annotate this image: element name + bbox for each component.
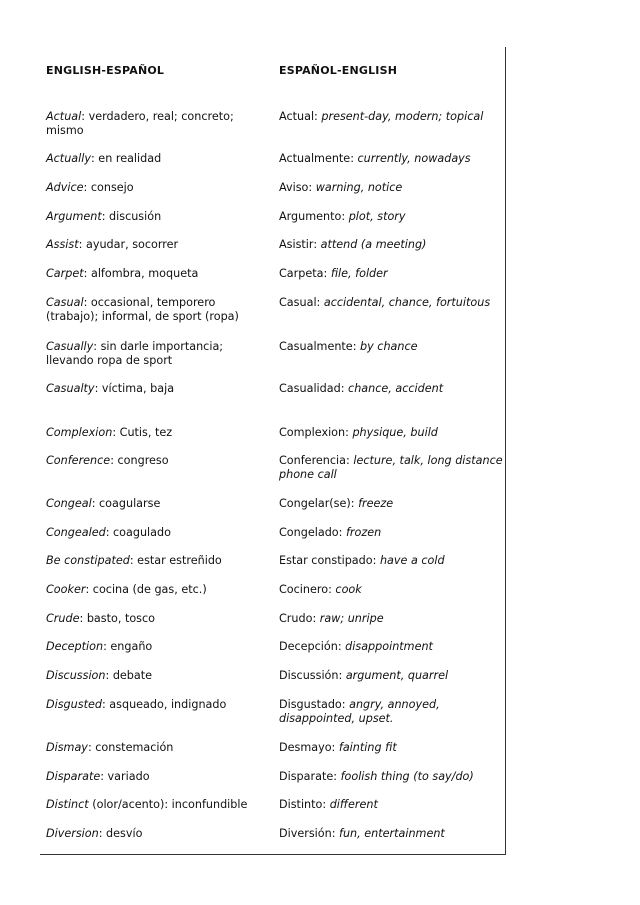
spanish-translation: : basto, tosco (79, 612, 156, 625)
english-word: Deception (46, 640, 104, 653)
english-entry (46, 152, 271, 166)
english-entry (46, 827, 271, 841)
english-entry (46, 526, 271, 540)
spanish-entry (279, 152, 504, 166)
english-entry (46, 669, 271, 683)
english-entry (46, 296, 271, 324)
spanish-entry (279, 110, 504, 124)
english-entry (46, 554, 271, 568)
english-translation: file, folder (330, 267, 388, 280)
spanish-entry (279, 770, 504, 784)
spanish-translation: : víctima, baja (94, 382, 175, 395)
english-entry (46, 267, 271, 281)
english-entry (46, 426, 271, 440)
spanish-entry (279, 612, 504, 626)
spanish-word: Congelar(se): (279, 497, 359, 510)
spanish-entry (279, 267, 504, 281)
english-word: Cooker (46, 583, 86, 596)
spanish-translation: : desvío (98, 827, 143, 840)
english-translation: fainting fit (338, 741, 397, 754)
english-entry (46, 382, 271, 396)
english-entry (46, 181, 271, 195)
english-word: Dismay (46, 741, 88, 754)
spanish-word: Argumento: (279, 210, 349, 223)
spanish-translation: : variado (100, 770, 150, 783)
spanish-word: Conferencia: (279, 454, 354, 467)
spanish-word: Aviso: (279, 181, 316, 194)
english-word: Crude (46, 612, 80, 625)
english-translation: raw; unripe (319, 612, 384, 625)
english-translation: warning, notice (315, 181, 403, 194)
english-entry (46, 583, 271, 597)
spanish-translation: : constemación (87, 741, 174, 754)
english-entry (46, 454, 271, 468)
spanish-translation: : en realidad (90, 152, 162, 165)
spanish-translation: : sin darle importancia; llevando ropa de sport (46, 340, 224, 367)
spanish-entry (279, 741, 504, 755)
spanish-word: Actual: (279, 110, 322, 123)
english-word: Be constipated (46, 554, 130, 567)
english-word: Complexion (46, 426, 113, 439)
english-entry (46, 741, 271, 755)
spanish-word: Diversión: (279, 827, 340, 840)
english-translation: foolish thing (to say/do) (340, 770, 474, 783)
english-translation: lecture, talk, long distance phone call (279, 454, 503, 481)
spanish-word: Asistir: (279, 238, 321, 251)
spanish-entry (279, 454, 504, 482)
spanish-entry (279, 798, 504, 812)
english-entry (46, 497, 271, 511)
spanish-translation: : asqueado, indignado (101, 698, 227, 711)
english-word: Actual (46, 110, 82, 123)
spanish-word: Desmayo: (279, 741, 339, 754)
spanish-entry (279, 426, 504, 440)
spanish-entry (279, 296, 504, 310)
english-translation: different (329, 798, 378, 811)
spanish-entry (279, 497, 504, 511)
spanish-word: Carpeta: (279, 267, 331, 280)
spanish-entry (279, 554, 504, 568)
vertical-rule (505, 47, 506, 855)
english-entry (46, 612, 271, 626)
english-word: Discussion (46, 669, 106, 682)
english-entry (46, 340, 271, 368)
spanish-entry (279, 669, 504, 683)
spanish-word: Casualmente: (279, 340, 361, 353)
english-translation: disappointment (345, 640, 433, 653)
english-word: Casually (46, 340, 94, 353)
english-entry (46, 770, 271, 784)
spanish-entry (279, 210, 504, 224)
header-english-espanol: ENGLISH-ESPAÑOL (46, 64, 165, 77)
english-translation: freeze (358, 497, 394, 510)
spanish-translation: : estar estreñido (129, 554, 222, 567)
spanish-word: Distinto: (279, 798, 330, 811)
english-translation: have a cold (379, 554, 445, 567)
english-translation: attend (a meeting) (320, 238, 427, 251)
spanish-translation: : engaño (103, 640, 153, 653)
english-word: Congealed (46, 526, 106, 539)
bottom-rule (40, 854, 506, 855)
spanish-word: Actualmente: (279, 152, 358, 165)
english-translation: by chance (360, 340, 418, 353)
spanish-entry (279, 827, 504, 841)
header-espanol-english: ESPAÑOL-ENGLISH (279, 64, 398, 77)
spanish-entry (279, 640, 504, 654)
english-translation: currently, nowadays (357, 152, 471, 165)
spanish-entry (279, 698, 504, 726)
english-word: Diversion (46, 827, 99, 840)
english-translation: argument, quarrel (345, 669, 449, 682)
spanish-word: Congelado: (279, 526, 346, 539)
english-word: Carpet (46, 267, 84, 280)
spanish-translation: : coagularse (91, 497, 161, 510)
spanish-word: Complexion: (279, 426, 353, 439)
spanish-translation: : occasional, temporero (trabajo); informal, de sport (ropa) (46, 296, 239, 323)
english-entry (46, 210, 271, 224)
english-entry (46, 798, 271, 812)
spanish-translation: : coagulado (105, 526, 171, 539)
english-word: Congeal (46, 497, 92, 510)
english-word: Distinct (46, 798, 89, 811)
english-translation: fun, entertainment (339, 827, 445, 840)
spanish-translation: : consejo (83, 181, 134, 194)
spanish-word: Decepción: (279, 640, 346, 653)
english-word: Casual (46, 296, 84, 309)
english-word: Disgusted (46, 698, 102, 711)
english-entry (46, 640, 271, 654)
spanish-translation: : congreso (110, 454, 169, 467)
spanish-translation: : cocina (de gas, etc.) (85, 583, 207, 596)
spanish-word: Crudo: (279, 612, 320, 625)
english-entry (46, 110, 271, 138)
spanish-translation: : alfombra, moqueta (83, 267, 199, 280)
english-word: Conference (46, 454, 111, 467)
english-translation: frozen (345, 526, 382, 539)
english-entry (46, 698, 271, 712)
english-word: Argument (46, 210, 102, 223)
spanish-entry (279, 583, 504, 597)
spanish-word: Casualidad: (279, 382, 349, 395)
english-word: Assist (46, 238, 79, 251)
spanish-word: Discussión: (279, 669, 346, 682)
english-translation: chance, accident (348, 382, 444, 395)
spanish-translation: : Cutis, tez (112, 426, 173, 439)
spanish-word: Disparate: (279, 770, 341, 783)
english-translation: plot, story (348, 210, 406, 223)
spanish-entry (279, 340, 504, 354)
english-word: Casualty (46, 382, 95, 395)
spanish-word: Casual: (279, 296, 324, 309)
english-entry (46, 238, 271, 252)
spanish-entry (279, 382, 504, 396)
english-word: Actually (46, 152, 91, 165)
english-translation: present-day, modern; topical (321, 110, 484, 123)
spanish-word: Estar constipado: (279, 554, 380, 567)
spanish-translation: : debate (105, 669, 153, 682)
english-translation: physique, build (352, 426, 438, 439)
english-word: Disparate (46, 770, 101, 783)
english-translation: cook (335, 583, 362, 596)
english-word: Advice (46, 181, 84, 194)
spanish-word: Cocinero: (279, 583, 336, 596)
spanish-translation: : discusión (101, 210, 162, 223)
spanish-entry (279, 526, 504, 540)
english-translation: angry, annoyed, disappointed, upset. (279, 698, 440, 725)
spanish-translation: (olor/acento): inconfundible (88, 798, 248, 811)
spanish-entry (279, 238, 504, 252)
spanish-word: Disgustado: (279, 698, 350, 711)
spanish-entry (279, 181, 504, 195)
english-translation: accidental, chance, fortuitous (323, 296, 491, 309)
spanish-translation: : verdadero, real; concreto; mismo (46, 110, 234, 137)
spanish-translation: : ayudar, socorrer (78, 238, 179, 251)
